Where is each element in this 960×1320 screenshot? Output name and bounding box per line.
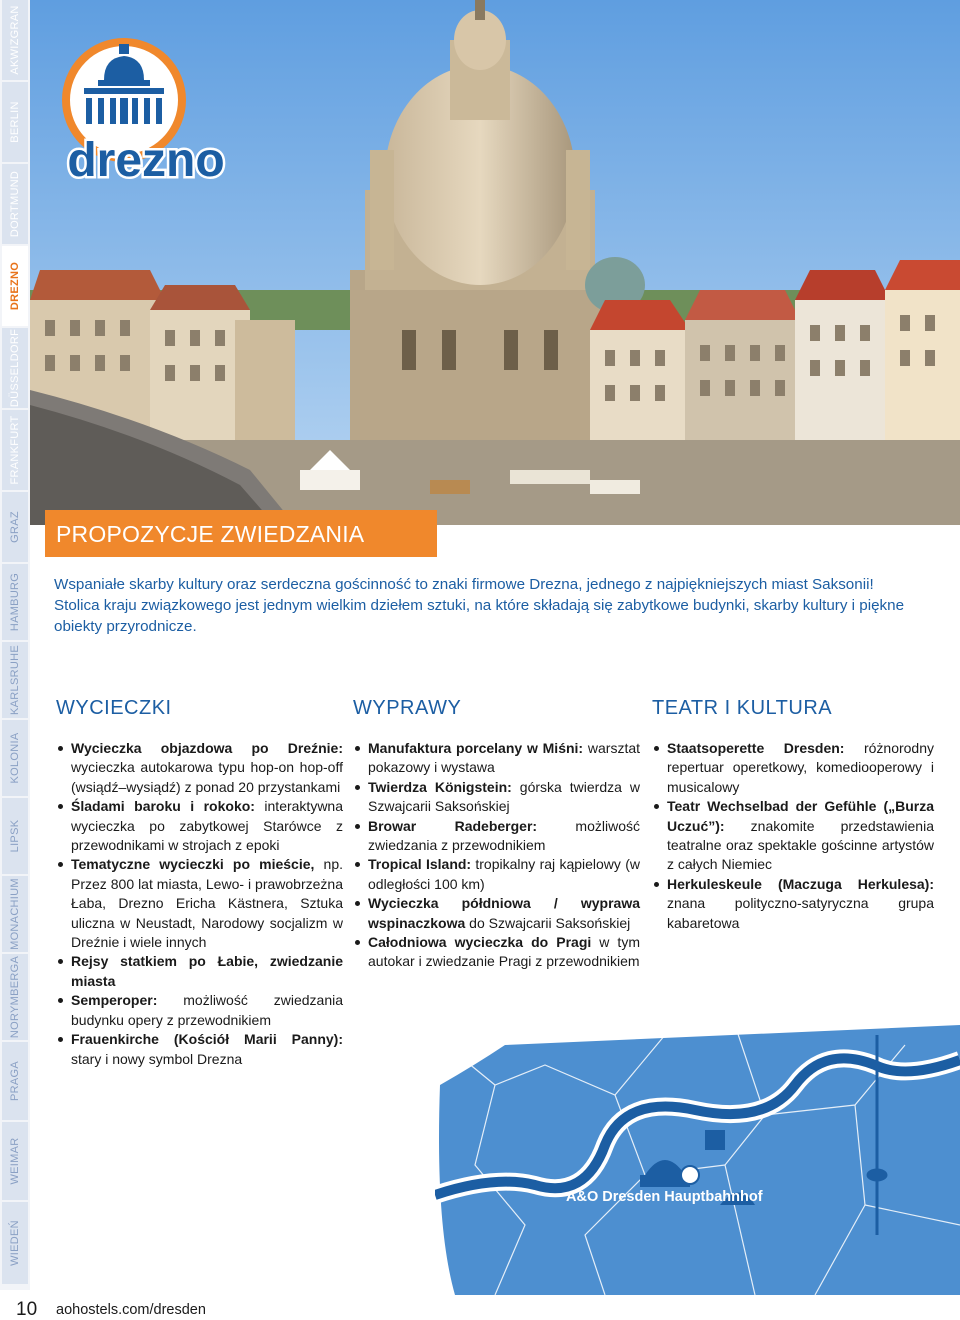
item-text: warsztat pokazowy i wystawa xyxy=(368,740,641,776)
tab-label: DÜSSELDORF xyxy=(9,328,21,408)
column-title: WYCIECZKI xyxy=(56,697,172,719)
item-title: Wycieczka półdniowa / wyprawa wspinaczkowa xyxy=(368,895,640,931)
item-text: znana polityczno-satyryczna grupa kabaretowa xyxy=(667,895,934,931)
tab-dusseldorf[interactable] xyxy=(2,328,28,408)
tab-label: LIPSK xyxy=(9,819,21,853)
tab-weimar[interactable] xyxy=(2,1122,28,1200)
tab-label: WEIMAR xyxy=(9,1137,21,1185)
tab-monachium[interactable] xyxy=(2,876,28,952)
tab-frankfurt[interactable] xyxy=(2,410,28,490)
tab-graz[interactable] xyxy=(2,492,28,562)
column-teatr-i-kultura xyxy=(652,697,934,933)
excursion-list xyxy=(353,739,640,972)
item-text: tropikalny raj kąpielowy (w odległości 100 km) xyxy=(368,856,640,892)
list-item xyxy=(652,797,934,875)
list-item xyxy=(353,739,640,778)
tab-label: MONACHIUM xyxy=(9,878,21,950)
list-item xyxy=(652,739,934,797)
item-title: Tropical Island: xyxy=(368,856,472,873)
tour-list xyxy=(56,739,343,1069)
item-text: do Szwajcarii Saksońskiej xyxy=(465,914,631,931)
tab-label: KOLONIA xyxy=(9,732,21,784)
item-title: Twierdza Königstein: xyxy=(368,778,512,795)
tab-label: HAMBURG xyxy=(9,572,21,632)
tab-berlin[interactable] xyxy=(2,82,28,162)
tab-label: GRAZ xyxy=(9,511,21,543)
item-title: Frauenkirche (Kościół Marii Panny): xyxy=(71,1031,343,1048)
tab-drezno[interactable] xyxy=(2,246,28,326)
list-item xyxy=(56,1030,343,1069)
item-text: różnorodny repertuar operetkowy, komediooperowy i musicalowy xyxy=(667,740,935,795)
website-link[interactable]: aohostels.com/dresden xyxy=(56,1302,206,1318)
column-wycieczki xyxy=(56,697,343,1069)
intro-paragraph: Wspaniałe skarby kultury oraz serdeczna gościnność to znaki firmowe Drezna, jednego z najpiękniejszych miast Saksonii! Stolica kraju związkowego jest jednym wielkim dziełem sztuki, na które składają się zabytkowe budynki, skarby kultury i piękne obiekty przyrodnicze. xyxy=(54,576,905,635)
column-wyprawy xyxy=(353,697,640,972)
hostel-location-label: A&O Dresden Hauptbahnhof xyxy=(566,1189,763,1205)
list-item xyxy=(56,739,343,797)
section-heading-band xyxy=(45,510,437,557)
item-text: stary i nowy symbol Drezna xyxy=(71,1050,243,1067)
item-title: Całodniowa wycieczka do Pragi xyxy=(368,934,592,951)
item-text: np. Przez 800 lat miasta, Lewo- i prawobrzeżna Łaba, Drezno Ericha Kästnera, Sztuka uliczna w Neustadt, Narodowy socjalizm w Dreźnie i wiele innych xyxy=(71,856,343,951)
item-title: Semperoper: xyxy=(71,992,158,1009)
item-title: Wycieczka objazdowa po Dreźnie: xyxy=(71,740,343,756)
logo-emblem-icon xyxy=(54,38,240,188)
tab-hamburg[interactable] xyxy=(2,564,28,640)
list-item xyxy=(353,778,640,817)
item-text: możliwość zwiedzania budynku opery z przewodnikiem xyxy=(71,992,343,1028)
item-text: możliwość zwiedzania z przewodnikiem xyxy=(368,817,640,854)
tab-label: AKWIZGRAN xyxy=(9,5,21,75)
item-title: Śladami baroku i rokoko: xyxy=(71,798,255,815)
list-item xyxy=(56,797,343,855)
list-item xyxy=(56,991,343,1030)
list-item xyxy=(56,855,343,952)
list-item xyxy=(353,894,640,933)
item-text: górska twierdza w Szwajcarii Saksońskiej xyxy=(368,778,640,815)
column-title: TEATR I KULTURA xyxy=(652,697,833,719)
page-number: 10 xyxy=(16,1299,38,1320)
tab-label: WIEDEŃ xyxy=(9,1220,21,1266)
page-title: PROPOZYCJE ZWIEDZANIA xyxy=(56,521,365,547)
item-title: Manufaktura porcelany w Miśni: xyxy=(368,740,584,756)
list-item xyxy=(652,875,934,933)
item-title: Tematyczne wycieczki po mieście, xyxy=(71,856,315,873)
tab-label: DREZNO xyxy=(9,261,21,311)
tab-label: NORYMBERGA xyxy=(9,955,21,1039)
tab-label: FRANKFURT xyxy=(9,415,21,485)
item-text: w tym autokar i zwiedzanie Pragi z przewodnikiem xyxy=(368,934,640,970)
tab-label: BERLIN xyxy=(9,101,21,143)
tab-kolonia[interactable] xyxy=(2,720,28,796)
item-text: wycieczka autokarowa typu hop-on hop-off (wsiądź–wysiądź) z ponad 20 przystankami xyxy=(71,759,343,795)
item-title: Staatsoperette Dresden: xyxy=(667,740,845,756)
item-title: Teatr Wechselbad der Gefühle („Burza Uczuć”): xyxy=(667,798,934,834)
dresden-map xyxy=(435,1025,960,1295)
city-tabs xyxy=(0,0,30,1290)
tab-norymberga[interactable] xyxy=(2,954,28,1040)
list-item xyxy=(353,817,640,856)
list-item xyxy=(353,933,640,972)
list-item xyxy=(56,952,343,991)
tab-lipsk[interactable] xyxy=(2,798,28,874)
tab-dortmund[interactable] xyxy=(2,164,28,244)
tab-label: KARLSRUHE xyxy=(9,645,21,715)
tab-label: PRAGA xyxy=(9,1060,21,1102)
culture-list xyxy=(652,739,934,933)
item-text: znakomite przedstawienia teatralne oraz spektakle gościnne artystów z całych Niemiec xyxy=(667,817,934,873)
item-title: Herkuleskeule (Maczuga Herkulesa): xyxy=(667,875,934,892)
city-map-illustration xyxy=(435,1025,960,1295)
tab-karlsruhe[interactable] xyxy=(2,642,28,718)
tab-akwizgran[interactable] xyxy=(2,0,28,80)
item-text: interaktywna wycieczka po zabytkowej Starówce z przewodnikami w strojach z epoki xyxy=(71,798,343,854)
column-title: WYPRAWY xyxy=(353,697,462,719)
tab-praga[interactable] xyxy=(2,1042,28,1120)
drezno-logo xyxy=(54,38,240,188)
item-title: Rejsy statkiem po Łabie, zwiedzanie miasta xyxy=(71,953,343,989)
tab-wieden[interactable] xyxy=(2,1202,28,1284)
list-item xyxy=(353,855,640,894)
logo-text: drezno xyxy=(67,134,225,187)
tab-label: DORTMUND xyxy=(9,170,21,238)
item-title: Browar Radeberger: xyxy=(368,817,538,834)
